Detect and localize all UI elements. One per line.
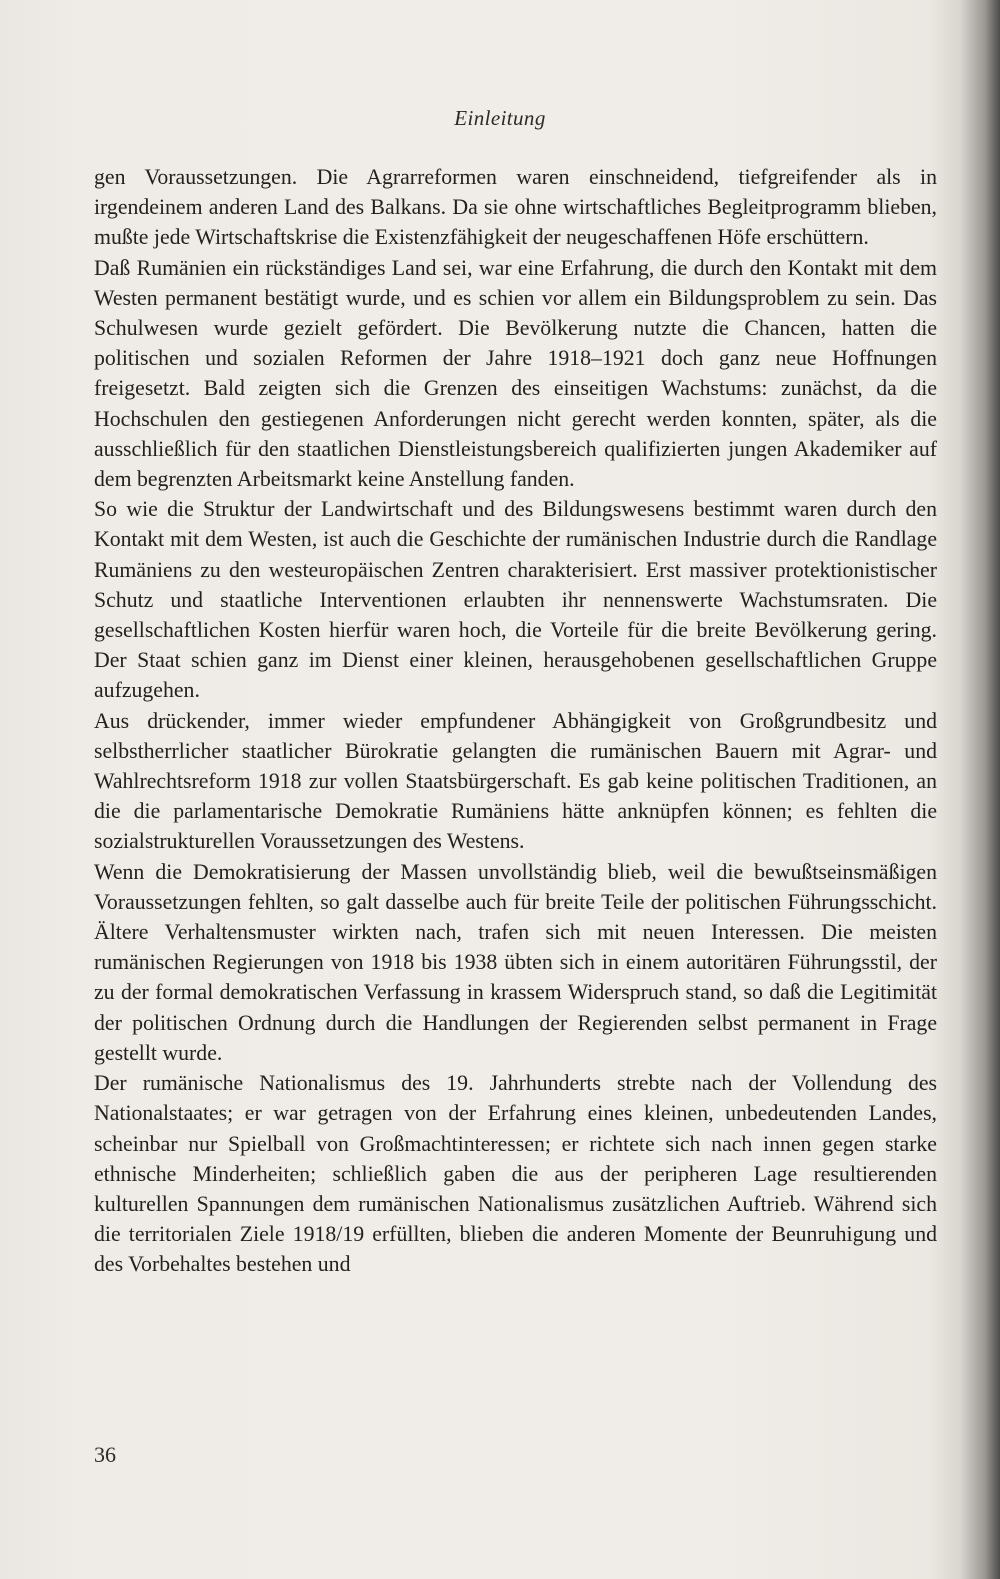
paragraph: So wie die Struktur der Landwirtschaft und des Bildungswesens bestimmt waren durch den Kontakt mit dem Westen, ist auch die Geschichte der rumänischen Industrie durch die Randlage Rumäniens zu den westeuropäischen Zentren charakterisiert. Erst massiver protektionistischer Schutz und staatliche Interventionen erlaubten ihr nennenswerte Wachstumsraten. Die gesellschaftlichen Kosten hierfür waren hoch, die Vorteile für die breite Bevölkerung gering. Der Staat schien ganz im Dienst einer kleinen, herausgehobenen gesellschaftlichen Gruppe aufzugehen. [94,497,937,703]
paragraph: Der rumänische Nationalismus des 19. Jahrhunderts strebte nach der Vollendung des Nationalstaates; er war getragen von der Erfahrung eines kleinen, unbedeutenden Landes, scheinbar nur Spielball von Großmachtinteressen; er richtete sich nach innen gegen starke ethnische Minderheiten; schließlich gaben die aus der peripheren Lage resultierenden kulturellen Spannungen dem rumänischen Nationalismus zusätzlichen Auftrieb. Während sich die territorialen Ziele 1918/19 erfüllten, blieben die anderen Momente der Beunruhigung und des Vorbehaltes bestehen und [94,1071,937,1277]
paragraph: Daß Rumänien ein rückständiges Land sei, war eine Erfahrung, die durch den Kontakt mit dem Westen permanent bestätigt wurde, und es schien vor allem ein Bildungsproblem zu sein. Das Schulwesen wurde gezielt gefördert. Die Bevölkerung nutzte die Chancen, hatten die politischen und sozialen Reformen der Jahre 1918–1921 doch ganz neue Hoffnungen freigesetzt. Bald zeigten sich die Grenzen des einseitigen Wachstums: zunächst, da die Hochschulen den gestiegenen Anforderungen nicht gerecht werden konnten, später, als die ausschließlich für den staatlichen Dienstleistungsbereich qualifizierten jungen Akademiker auf dem begrenzten Arbeitsmarkt keine Anstellung fanden. [94,255,937,492]
paragraph: Wenn die Demokratisierung der Massen unvollständig blieb, weil die bewußtseinsmäßigen Voraussetzungen fehlten, so galt dasselbe auch für breite Teile der politischen Führungsschicht. Ältere Verhaltensmuster wirkten nach, trafen sich mit neuen Interessen. Die meisten rumänischen Regierungen von 1918 bis 1938 übten sich in einem autoritären Führungsstil, der zu der formal demokratischen Verfassung in krassem Widerspruch stand, so daß die Legitimität der politischen Ordnung durch die Handlungen der Regierenden selbst permanent in Frage gestellt wurde. [94,859,937,1065]
paragraph: gen Voraussetzungen. Die Agrarreformen waren einschneidend, tiefgreifender als in irgendeinem anderen Land des Balkans. Da sie ohne wirtschaftliches Begleitprogramm blieben, mußte jede Wirtschaftskrise die Existenzfähigkeit der neugeschaffenen Höfe erschüttern. [94,165,937,250]
body-text [94,162,937,1280]
paragraph: Aus drückender, immer wieder empfundener Abhängigkeit von Großgrundbesitz und selbstherrlicher staatlicher Bürokratie gelangten die rumänischen Bauern mit Agrar- und Wahlrechtsreform 1918 zur vollen Staatsbürgerschaft. Es gab keine politischen Traditionen, an die die parlamentarische Demokratie Rumäniens hätte anknüpfen können; es fehlten die sozialstrukturellen Voraussetzungen des Westens. [94,708,937,854]
page-number: 36 [94,1442,116,1467]
running-head: Einleitung [454,106,546,130]
